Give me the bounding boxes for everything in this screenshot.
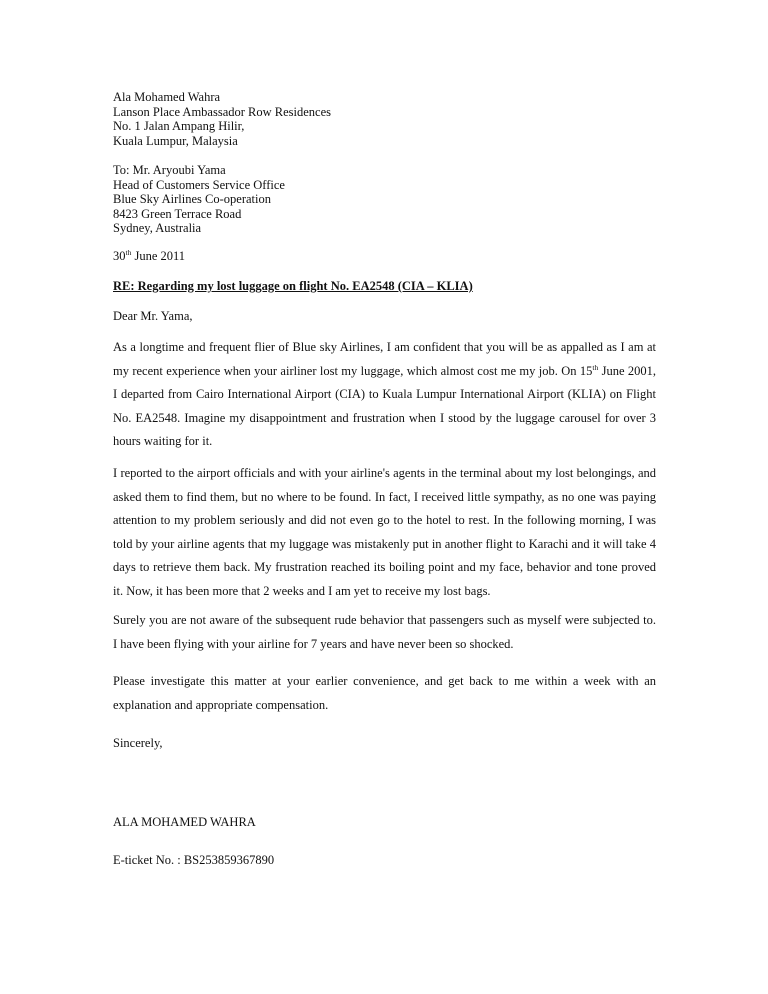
recipient-title: Head of Customers Service Office xyxy=(113,177,285,192)
body-paragraph-1 xyxy=(113,336,656,454)
recipient-to-line: To: Mr. Aryoubi Yama xyxy=(113,163,226,177)
subject-line: RE: Regarding my lost luggage on flight No. EA2548 (CIA – KLIA) xyxy=(113,279,473,293)
date-suffix: th xyxy=(125,247,132,257)
sender-address-line2: No. 1 Jalan Ampang Hilir, xyxy=(113,119,245,133)
sender-address-line3: Kuala Lumpur, Malaysia xyxy=(113,133,238,148)
body-paragraph-4: Please investigate this matter at your earlier convenience, and get back to me within a week with an explanation and appropriate compensation. xyxy=(113,674,656,712)
paragraph1-part1: As a longtime and frequent flier of Blue sky Airlines, I am confident that you will be as appalled as I am at my recent experience when your airliner lost my luggage, which almost cost me my job. On 15 xyxy=(113,340,656,378)
signature-name: ALA MOHAMED WAHRA xyxy=(113,815,256,829)
date-day: 30 xyxy=(113,249,126,263)
body-paragraph-2: I reported to the airport officials and with your airline's agents in the terminal about my lost belongings, and asked them to find them, but no where to be found. In fact, I received little sympathy, as no one was paying attention to my problem seriously and did not even go to the hotel to rest. In the following morning, I was told by your airline agents that my luggage was mistakenly put in another flight to Karachi and it will take 4 days to retrieve them back. My frustration reached its boiling point and my face, behavior and tone proved it. Now, it has been more that 2 weeks and I am yet to receive my lost bags. xyxy=(113,466,656,598)
paragraph1-part2: June 2001, I departed from Cairo International Airport (CIA) to Kuala Lumpur International Airport (KLIA) on Flight No. EA2548. Imagine my disappointment and frustration when I stood by the luggage carousel for over 3 hours waiting for it. xyxy=(113,363,656,448)
closing: Sincerely, xyxy=(113,736,163,750)
letter-date xyxy=(113,249,185,264)
date-rest: June 2011 xyxy=(131,249,186,263)
body-paragraph-3: Surely you are not aware of the subsequent rude behavior that passengers such as myself were subjected to. I have been flying with your airline for 7 years and have never been so shocked. xyxy=(113,613,656,651)
recipient-street: 8423 Green Terrace Road xyxy=(113,206,242,221)
recipient-company: Blue Sky Airlines Co-operation xyxy=(113,192,271,206)
eticket-number: E-ticket No. : BS253859367890 xyxy=(113,853,275,867)
paragraph1-sup: th xyxy=(592,362,599,372)
sender-address-line1: Lanson Place Ambassador Row Residences xyxy=(113,104,332,119)
sender-name: Ala Mohamed Wahra xyxy=(113,90,221,104)
recipient-city: Sydney, Australia xyxy=(113,221,202,235)
sender-address-block xyxy=(113,90,331,148)
recipient-address-block xyxy=(113,163,285,236)
salutation: Dear Mr. Yama, xyxy=(113,309,193,323)
